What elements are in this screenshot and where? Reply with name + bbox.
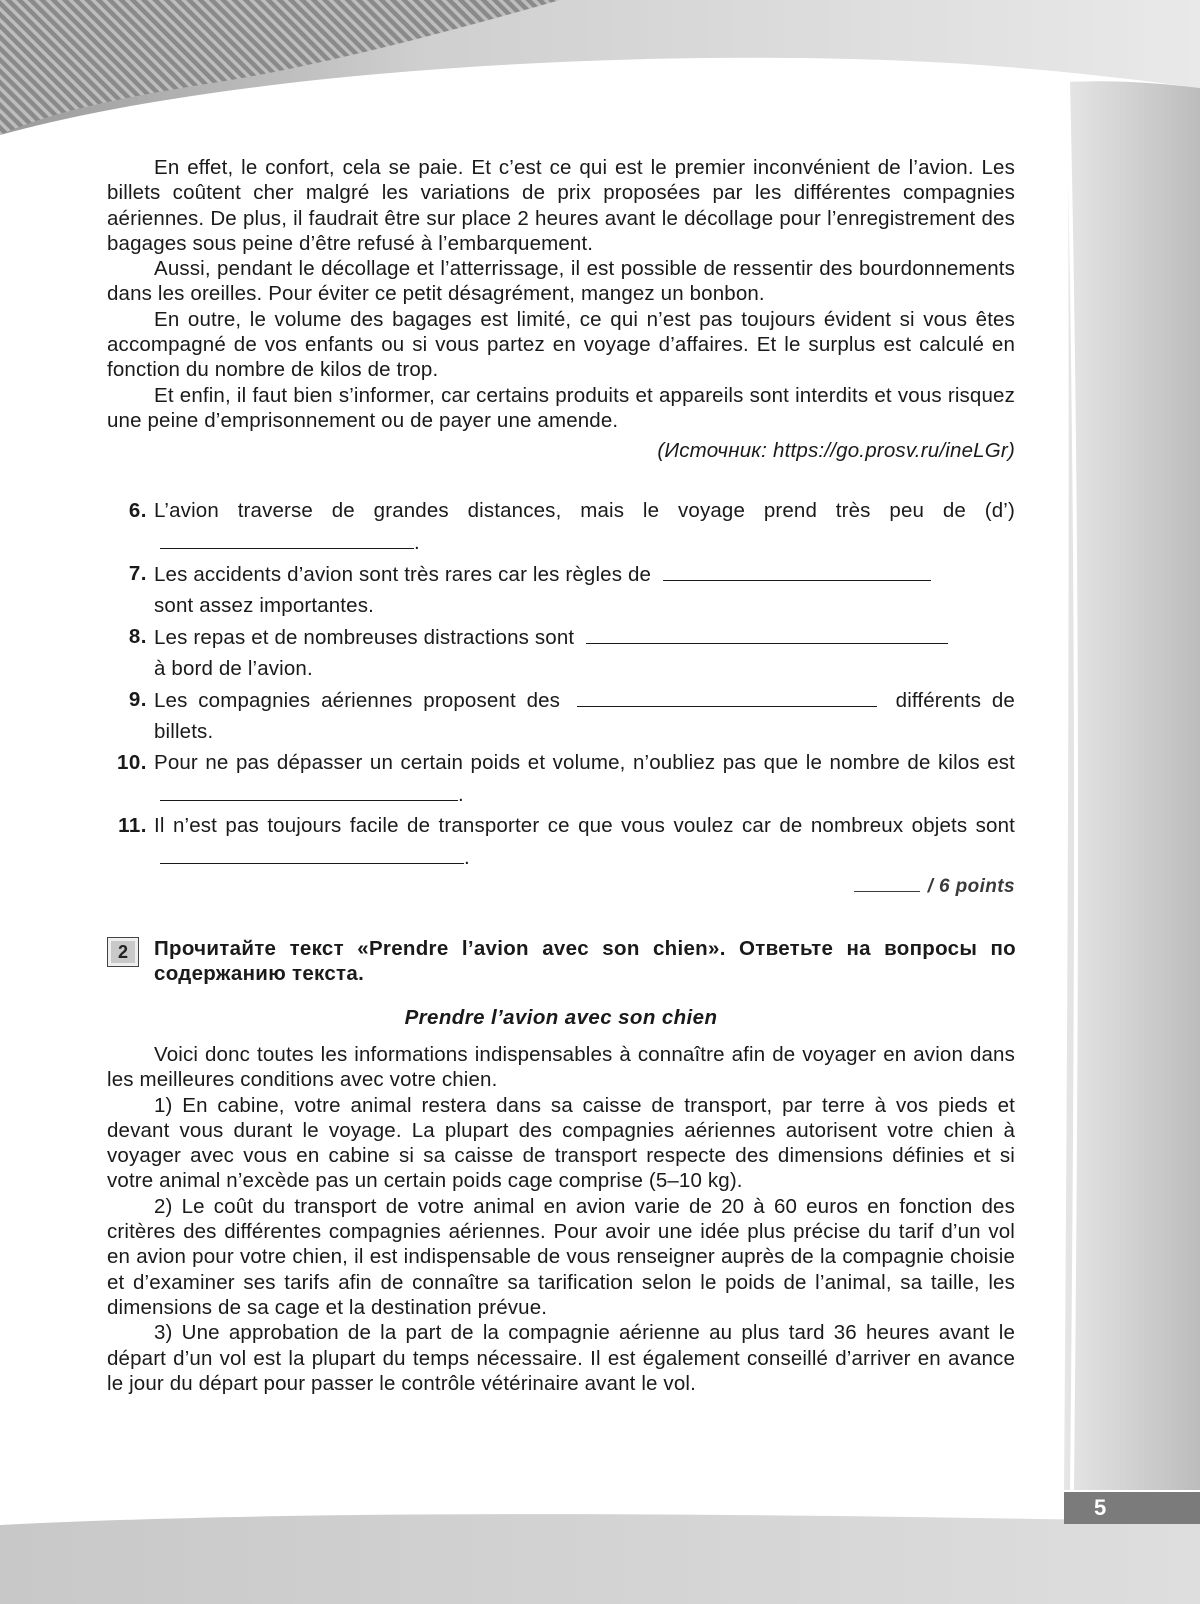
item-number: 10. xyxy=(117,751,147,774)
item-text: Les accidents d’avion sont très rares car les règles de xyxy=(154,563,652,586)
reading-title: Prendre l’avion avec son chien xyxy=(404,1006,718,1029)
paragraph: 2) Le coût du transport de votre animal en avion varie de 20 à 60 euros en fonction des critères des différentes compagnies aériennes. Pour avoir une idée plus précise du tarif d’un vol en avion pour votre chien, il est indispensable de vous renseigner auprès de la compagnie choisie et d’examiner ses tarifs afin de connaître sa tarification selon le poids de l’animal, sa taille, les dimensions de sa cage et la destination prévue. xyxy=(107,1194,1015,1319)
reading-passage xyxy=(107,1042,1015,1396)
paragraph: Voici donc toutes les informations indispensables à connaître afin de voyager en avion dans les meilleures conditions avec votre chien. xyxy=(107,1043,1015,1092)
item-text-end: sont assez importantes. xyxy=(154,594,374,617)
list-item xyxy=(107,621,1015,684)
item-text: Les repas et de nombreuses distractions sont xyxy=(154,626,575,649)
paragraph: 1) En cabine, votre animal restera dans sa caisse de transport, par terre à vos pieds et devant vous durant le voyage. La plupart des compagnies aériennes autorisent votre chien à voyager avec vous en cabine si sa caisse de transport respecte des dimensions définies et si votre animal n’excède pas un certain poids cage comprise (5–10 kg). xyxy=(107,1093,1015,1193)
list-item xyxy=(107,747,1015,810)
item-text-end: . xyxy=(414,531,420,554)
item-number: 8. xyxy=(128,625,147,648)
answer-blank[interactable] xyxy=(663,558,931,581)
passage-continuation xyxy=(107,155,1015,463)
fill-in-list xyxy=(107,495,1015,873)
item-text: Les compagnies aériennes proposent des xyxy=(154,689,561,712)
item-number: 6. xyxy=(128,499,147,522)
item-text-end: à bord de l’avion. xyxy=(154,657,313,680)
answer-blank[interactable] xyxy=(160,778,458,801)
paragraph: 3) Une approbation de la part de la compagnie aérienne au plus tard 36 heures avant le départ d’un vol est la plupart du temps nécessaire. Il est également conseillé d’arriver en avance le jour du départ pour passer le contrôle vétérinaire avant le vol. xyxy=(107,1321,1015,1395)
item-number: 7. xyxy=(128,562,147,585)
score-label: / 6 points xyxy=(927,876,1015,897)
paragraph: Aussi, pendant le décollage et l’atterrissage, il est possible de ressentir des bourdonnements dans les oreilles. Pour éviter ce petit désagrément, mangez un bonbon. xyxy=(107,257,1015,306)
paragraph: Et enfin, il faut bien s’informer, car certains produits et appareils sont interdits et vous risquez une peine d’emprisonnement ou de payer une amende. xyxy=(107,383,1015,432)
answer-blank[interactable] xyxy=(586,621,948,644)
item-number: 11. xyxy=(118,814,147,837)
item-text: Pour ne pas dépasser un certain poids et volume, n’oubliez pas que le nombre de kilos est xyxy=(154,751,1015,774)
source-citation: (Источник: https://go.prosv.ru/ineLGr) xyxy=(657,439,1015,463)
item-text-end: différents de billets. xyxy=(154,689,1015,743)
task-instruction: Прочитайте текст «Prendre l’avion avec son chien». Ответьте на вопросы по содержанию текста. xyxy=(154,937,1016,985)
item-text: L’avion traverse de grandes distances, mais le voyage prend très peu de (d’) xyxy=(154,499,1015,522)
item-text: Il n’est pas toujours facile de transporter ce que vous voulez car de nombreux objets sont xyxy=(154,814,1015,837)
list-item xyxy=(107,495,1015,558)
answer-blank[interactable] xyxy=(160,841,464,864)
list-item xyxy=(107,558,1015,621)
task-number-badge: 2 xyxy=(107,937,139,967)
list-item xyxy=(107,684,1015,747)
paragraph: En effet, le confort, cela se paie. Et c’est ce qui est le premier inconvénient de l’avion. Les billets coûtent cher malgré les variations de prix proposées par les différentes compagnies aériennes. De plus, il faudrait être sur place 2 heures avant le décollage pour l’enregistrement des bagages sous peine d’être refusé à l’embarquement. xyxy=(107,156,1015,255)
list-item xyxy=(107,810,1015,873)
item-number: 9. xyxy=(128,688,147,711)
score-blank[interactable] xyxy=(854,873,920,892)
paragraph: En outre, le volume des bagages est limité, ce qui n’est pas toujours évident si vous êtes accompagné de vos enfants ou si vous partez en voyage d’affaires. Et le surplus est calculé en fonction du nombre de kilos de trop. xyxy=(107,307,1015,382)
item-text-end: . xyxy=(458,783,464,806)
page-number: 5 xyxy=(1064,1492,1200,1524)
item-text-end: . xyxy=(464,846,470,869)
score-field xyxy=(854,873,1015,898)
answer-blank[interactable] xyxy=(160,526,414,549)
answer-blank[interactable] xyxy=(577,684,877,707)
